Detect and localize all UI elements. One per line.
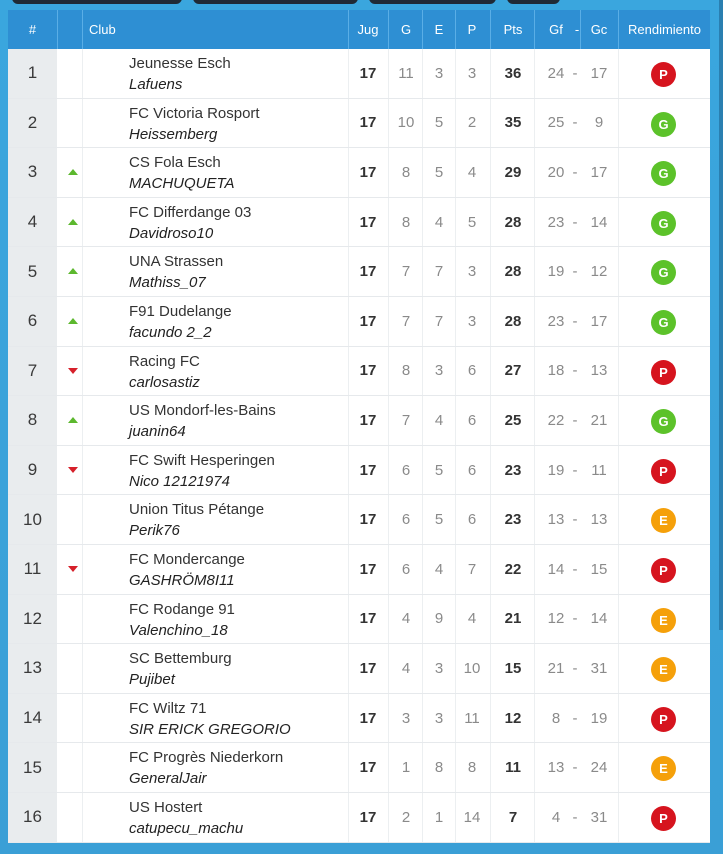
lost-cell: 4 [467,610,477,628]
lost-cell: 5 [467,213,477,231]
points-cell: 15 [504,659,522,677]
goals-against-cell: 31 [590,659,608,677]
performance-badge: G [651,161,676,186]
goals-for-cell: 18 [547,362,565,380]
played-cell: 17 [359,759,377,777]
goals-against-cell: 11 [591,461,607,479]
drawn-cell: 7 [434,263,444,281]
won-cell: 6 [401,560,411,578]
goals-against-cell: 24 [590,759,608,777]
drawn-cell: 5 [434,163,444,181]
position-cell: 14 [8,694,57,743]
points-cell: 23 [504,511,522,529]
won-cell: 2 [401,808,411,826]
won-cell: 11 [398,64,414,82]
goals-dash: - [572,362,578,380]
lost-cell: 3 [467,263,477,281]
trend-up-icon [68,219,80,227]
drawn-cell: 5 [434,461,444,479]
played-cell: 17 [359,263,377,281]
won-cell: 4 [401,659,411,677]
goals-dash: - [572,610,578,628]
club-name[interactable]: FC Wiltz 71 [129,699,207,717]
club-name[interactable]: FC Mondercange [129,550,245,568]
position-cell: 8 [8,396,57,445]
trend-up-icon [68,318,80,326]
drawn-cell: 1 [434,808,444,826]
performance-badge: E [651,508,676,533]
points-cell: 22 [504,560,522,578]
lost-cell: 10 [463,659,481,677]
lost-cell: 3 [467,64,477,82]
performance-badge: P [651,806,676,831]
points-cell: 35 [504,114,522,132]
goals-against-cell: 14 [590,213,608,231]
table-body [8,49,710,843]
performance-badge: G [651,211,676,236]
played-cell: 17 [359,362,377,380]
club-name[interactable]: UNA Strassen [129,253,224,271]
trend-up-icon [68,169,80,177]
played-cell: 17 [359,163,377,181]
goals-for-cell: 23 [547,312,565,330]
won-cell: 1 [401,759,411,777]
table-row[interactable] [8,198,710,248]
goals-dash: - [572,263,578,281]
points-cell: 36 [504,64,522,82]
position-cell: 10 [8,495,57,544]
goals-against-cell: 13 [590,362,608,380]
manager-name[interactable]: GeneralJair [129,770,207,788]
won-cell: 8 [401,163,411,181]
table-row[interactable] [8,545,710,595]
goals-dash: - [572,213,578,231]
won-cell: 7 [401,411,411,429]
lost-cell: 3 [467,312,477,330]
trend-down-icon [68,566,80,574]
drawn-cell: 9 [434,610,444,628]
played-cell: 17 [359,64,377,82]
standings-table [8,10,710,843]
header-performance[interactable]: Rendimiento [628,22,701,37]
top-tab-button-4[interactable] [507,0,560,4]
goals-for-cell: 4 [551,808,561,826]
played-cell: 17 [359,461,377,479]
goals-against-cell: 31 [590,808,608,826]
goals-for-cell: 12 [547,610,565,628]
trend-down-icon [68,368,80,376]
club-name[interactable]: Racing FC [129,352,200,370]
table-row[interactable] [8,644,710,694]
won-cell: 8 [401,362,411,380]
goals-against-cell: 13 [590,511,608,529]
played-cell: 17 [359,659,377,677]
played-cell: 17 [359,560,377,578]
manager-name[interactable]: Nico 12121974 [129,472,230,490]
lost-cell: 2 [467,114,477,132]
goals-dash: - [572,411,578,429]
performance-badge: E [651,756,676,781]
table-row[interactable] [8,743,710,793]
performance-badge: P [651,62,676,87]
table-row[interactable] [8,694,710,744]
position-cell: 6 [8,297,57,346]
lost-cell: 6 [467,511,477,529]
performance-badge: P [651,360,676,385]
trend-down-icon [68,467,80,475]
drawn-cell: 3 [434,64,444,82]
trend-up-icon [68,417,80,425]
goals-dash: - [572,560,578,578]
drawn-cell: 3 [434,709,444,727]
performance-badge: G [651,409,676,434]
goals-for-cell: 21 [547,659,565,677]
points-cell: 29 [504,163,522,181]
won-cell: 3 [401,709,411,727]
table-row[interactable] [8,148,710,198]
goals-dash: - [572,114,578,132]
table-row[interactable] [8,297,710,347]
drawn-cell: 5 [434,114,444,132]
manager-name[interactable]: juanin64 [129,423,186,441]
manager-name[interactable]: Davidroso10 [129,224,214,242]
won-cell: 10 [397,114,415,132]
position-cell: 16 [8,793,57,842]
position-cell: 13 [8,644,57,693]
position-cell: 11 [8,545,57,594]
goals-dash: - [572,163,578,181]
drawn-cell: 3 [434,659,444,677]
club-name[interactable]: US Hostert [129,798,203,816]
manager-name[interactable]: carlosastiz [129,373,200,391]
performance-badge: P [651,707,676,732]
header-dash: - [574,22,580,37]
table-row[interactable] [8,793,710,843]
goals-for-cell: 13 [547,511,565,529]
goals-dash: - [572,461,578,479]
lost-cell: 6 [467,461,477,479]
table-header [8,10,710,49]
manager-name[interactable]: SIR ERICK GREGORIO [129,720,291,738]
manager-name[interactable]: Perik76 [129,522,180,540]
table-row[interactable] [8,495,710,545]
played-cell: 17 [359,511,377,529]
won-cell: 6 [401,461,411,479]
drawn-cell: 4 [434,213,444,231]
performance-badge: E [651,608,676,633]
performance-badge: G [651,112,676,137]
goals-against-cell: 15 [590,560,608,578]
header-position[interactable]: # [28,22,37,37]
lost-cell: 7 [467,560,477,578]
points-cell: 7 [508,808,518,826]
goals-against-cell: 12 [590,263,608,281]
position-cell: 7 [8,347,57,396]
club-name[interactable]: Jeunesse Esch [129,55,231,72]
table-row[interactable] [8,446,710,496]
goals-against-cell: 14 [590,610,608,628]
club-name[interactable]: F91 Dudelange [129,302,232,320]
table-row[interactable] [8,247,710,297]
goals-for-cell: 19 [547,461,565,479]
points-cell: 28 [504,263,522,281]
top-tab-button-2[interactable] [193,0,358,4]
table-row[interactable] [8,49,710,99]
drawn-cell: 7 [434,312,444,330]
goals-for-cell: 23 [547,213,565,231]
goals-against-cell: 19 [590,709,608,727]
position-cell: 5 [8,247,57,296]
position-cell: 2 [8,99,57,148]
drawn-cell: 4 [434,411,444,429]
goals-for-cell: 14 [547,560,565,578]
header-drawn[interactable]: E [434,22,444,37]
goals-against-cell: 17 [590,163,608,181]
lost-cell: 6 [467,362,477,380]
club-name[interactable]: CS Fola Esch [129,154,221,172]
won-cell: 6 [401,511,411,529]
position-cell: 3 [8,148,57,197]
trend-up-icon [68,268,80,276]
club-name[interactable]: SC Bettemburg [129,650,232,668]
manager-name[interactable]: Lafuens [129,76,183,93]
goals-against-cell: 17 [590,64,608,82]
club-name[interactable]: FC Rodange 91 [129,600,235,618]
goals-for-cell: 19 [547,263,565,281]
club-name[interactable]: US Mondorf-les-Bains [129,402,276,420]
scrollbar[interactable] [719,0,723,630]
goals-dash: - [572,312,578,330]
won-cell: 8 [401,213,411,231]
manager-name[interactable]: catupecu_machu [129,819,244,837]
goals-dash: - [572,709,578,727]
header-played[interactable]: Jug [357,22,379,37]
goals-dash: - [572,808,578,826]
performance-badge: E [651,657,676,682]
table-row[interactable] [8,99,710,149]
position-cell: 15 [8,743,57,792]
header-points[interactable]: Pts [503,22,523,37]
points-cell: 28 [504,213,522,231]
points-cell: 12 [504,709,522,727]
header-club[interactable]: Club [89,22,116,37]
played-cell: 17 [359,213,377,231]
drawn-cell: 3 [434,362,444,380]
header-goals-against[interactable]: Gc [590,22,608,37]
table-row[interactable] [8,347,710,397]
club-name[interactable]: FC Victoria Rosport [129,104,260,122]
position-cell: 1 [8,49,57,98]
performance-badge: P [651,558,676,583]
won-cell: 7 [401,263,411,281]
played-cell: 17 [359,610,377,628]
manager-name[interactable]: Pujibet [129,671,175,689]
won-cell: 7 [401,312,411,330]
lost-cell: 8 [467,759,477,777]
lost-cell: 6 [467,411,477,429]
club-name[interactable]: FC Swift Hesperingen [129,451,275,469]
goals-for-cell: 22 [547,411,565,429]
played-cell: 17 [359,312,377,330]
points-cell: 25 [504,411,522,429]
played-cell: 17 [359,808,377,826]
manager-name[interactable]: Valenchino_18 [129,621,228,639]
goals-for-cell: 8 [551,709,561,727]
manager-name[interactable]: GASHRÖM8I11 [129,571,235,589]
manager-name[interactable]: Mathiss_07 [129,274,206,292]
goals-against-cell: 21 [590,411,608,429]
goals-dash: - [572,759,578,777]
header-goals-for[interactable]: Gf [549,22,563,37]
goals-dash: - [572,511,578,529]
goals-for-cell: 25 [547,114,565,132]
played-cell: 17 [359,709,377,727]
footer [0,842,723,854]
points-cell: 21 [504,610,522,628]
position-cell: 12 [8,595,57,644]
manager-name[interactable]: facundo 2_2 [129,323,212,341]
position-cell: 9 [8,446,57,495]
header-won[interactable]: G [400,22,412,37]
points-cell: 23 [504,461,522,479]
table-row[interactable] [8,595,710,645]
goals-against-cell: 9 [594,114,604,132]
points-cell: 11 [505,759,521,777]
manager-name[interactable]: Heissemberg [129,125,218,143]
lost-cell: 4 [467,163,477,181]
manager-name[interactable]: MACHUQUETA [129,175,235,193]
points-cell: 28 [504,312,522,330]
drawn-cell: 5 [434,511,444,529]
played-cell: 17 [359,114,377,132]
lost-cell: 11 [464,709,480,727]
lost-cell: 14 [463,808,481,826]
top-tab-button-3[interactable] [369,0,496,4]
header-lost[interactable]: P [467,22,477,37]
club-name[interactable]: FC Progrès Niederkorn [129,749,284,767]
goals-for-cell: 20 [547,163,565,181]
points-cell: 27 [504,362,522,380]
club-name[interactable]: FC Differdange 03 [129,203,252,221]
played-cell: 17 [359,411,377,429]
goals-dash: - [572,659,578,677]
performance-badge: P [651,459,676,484]
position-cell: 4 [8,198,57,247]
performance-badge: G [651,260,676,285]
table-row[interactable] [8,396,710,446]
goals-for-cell: 24 [547,64,565,82]
performance-badge: G [651,310,676,335]
goals-for-cell: 13 [547,759,565,777]
club-name[interactable]: Union Titus Pétange [129,501,265,519]
drawn-cell: 8 [434,759,444,777]
drawn-cell: 4 [434,560,444,578]
top-tab-button-1[interactable] [12,0,182,4]
won-cell: 4 [401,610,411,628]
goals-against-cell: 17 [590,312,608,330]
goals-dash: - [572,64,578,82]
